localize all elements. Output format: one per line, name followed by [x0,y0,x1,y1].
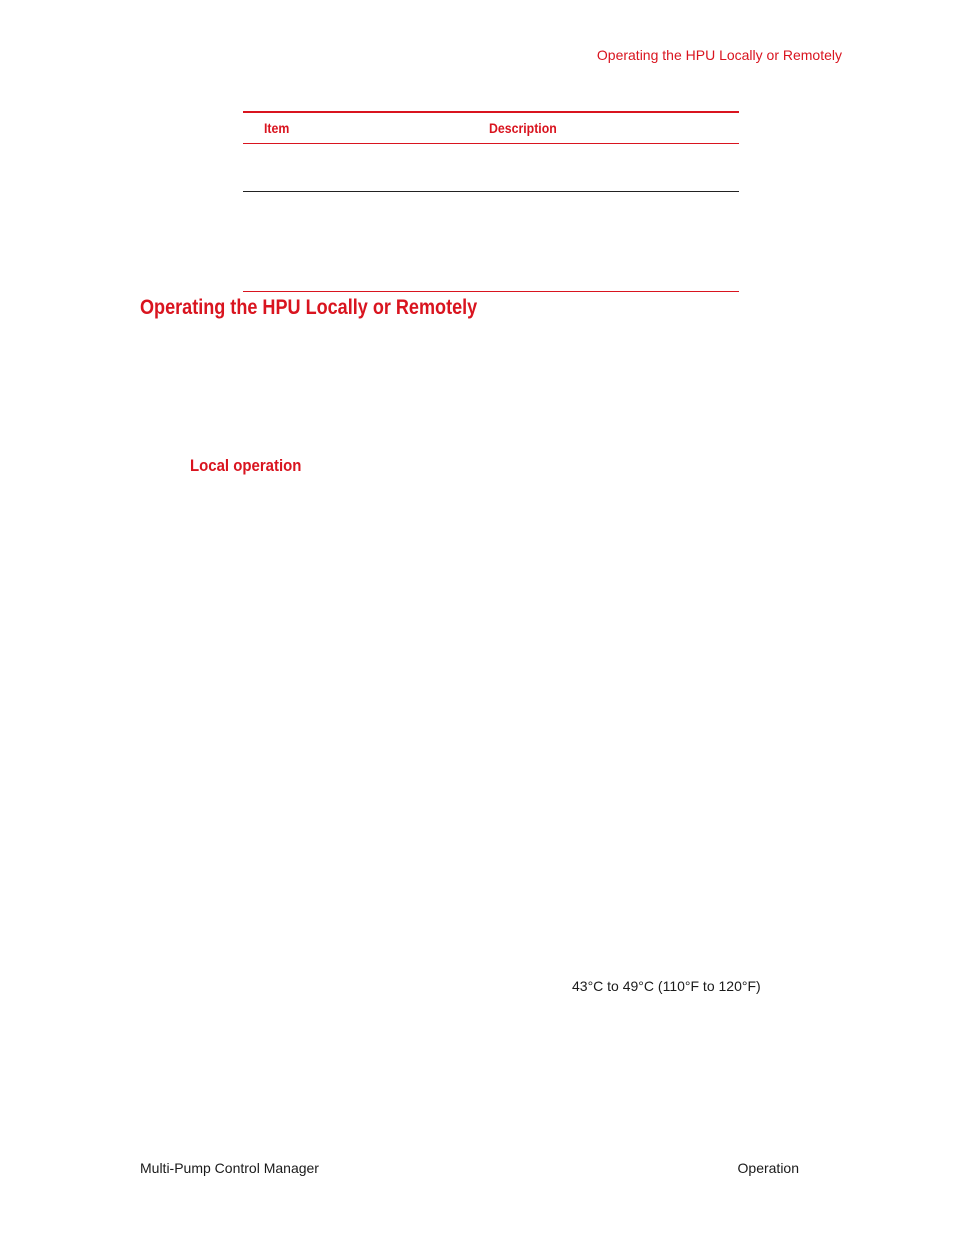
item-description-table [243,111,739,292]
footer-chapter-name: Operation [737,1160,799,1176]
table-header-row [243,113,739,144]
section-heading: Operating the HPU Locally or Remotely [140,296,478,319]
running-header: Operating the HPU Locally or Remotely [596,47,842,63]
column-header-item: Item [264,120,290,136]
footer-product-name: Multi-Pump Control Manager [140,1160,319,1176]
table-row [243,192,739,292]
subsection-heading: Local operation [190,456,302,475]
column-header-description: Description [489,120,557,136]
table-row [243,144,739,192]
temperature-range-text: 43°C to 49°C (110°F to 120°F) [572,978,761,994]
